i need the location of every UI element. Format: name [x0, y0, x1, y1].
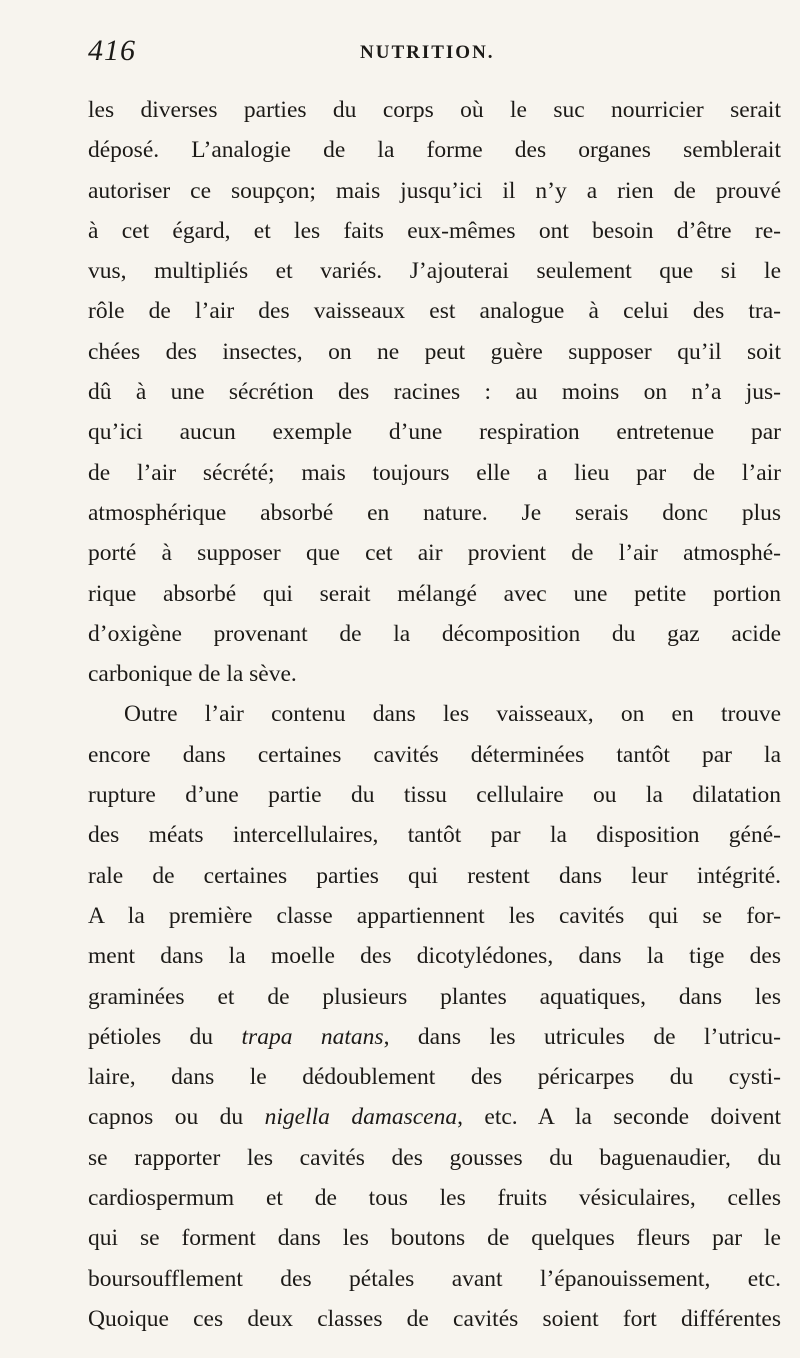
text-line: graminées et de plusieurs plantes aquatiques, dans les — [88, 983, 781, 1010]
text-line: rique absorbé qui serait mélangé avec une petite portion — [88, 580, 781, 607]
text-line: laire, dans le dédoublement des péricarpes du cysti- — [88, 1064, 781, 1091]
italic-species-name: nigella damascena — [264, 1104, 458, 1131]
text-line: qui se forment dans les boutons de quelques fleurs par le — [88, 1225, 781, 1252]
text-line: d’oxigène provenant de la décomposition du gaz acide — [88, 620, 781, 647]
page-number: 416 — [88, 34, 136, 67]
text-line: autoriser ce soupçon; mais jusqu’ici il n’y a rien de prouvé — [88, 177, 781, 204]
text-line: boursoufflement des pétales avant l’épanouissement, etc. — [88, 1265, 781, 1292]
paragraph-last-line: carbonique de la sève. — [88, 661, 297, 688]
paragraph-first-line: Outre l’air contenu dans les vaisseaux, on en trouve — [124, 701, 781, 728]
text-line: à cet égard, et les faits eux-mêmes ont besoin d’être re- — [88, 217, 781, 244]
text-line: se rapporter les cavités des gousses du baguenaudier, du — [88, 1144, 781, 1171]
text-line: déposé. L’analogie de la forme des organes semblerait — [88, 137, 781, 164]
text-line: encore dans certaines cavités déterminées tantôt par la — [88, 741, 781, 768]
page-header — [88, 34, 778, 74]
text-line: vus, multipliés et variés. J’ajouterai seulement que si le — [88, 258, 781, 285]
text-line: atmosphérique absorbé en nature. Je serais donc plus — [88, 499, 781, 526]
text-line: rupture d’une partie du tissu cellulaire ou la dilatation — [88, 782, 781, 809]
text-segment: , dans les utricules de l’utricu- — [383, 1023, 781, 1050]
text-line: rale de certaines parties qui restent dans leur intégrité. — [88, 862, 781, 889]
text-line: rôle de l’air des vaisseaux est analogue à celui des tra- — [88, 298, 781, 325]
text-line: de l’air sécrété; mais toujours elle a lieu par de l’air — [88, 459, 781, 486]
text-line — [88, 1017, 781, 1057]
text-line: ment dans la moelle des dicotylédones, dans la tige des — [88, 943, 781, 970]
text-line: qu’ici aucun exemple d’une respiration entretenue par — [88, 419, 781, 446]
running-title: NUTRITION. — [360, 42, 495, 63]
text-segment: capnos ou du — [88, 1104, 265, 1131]
italic-species-name: trapa natans — [241, 1023, 384, 1050]
text-line: chées des insectes, on ne peut guère supposer qu’il soit — [88, 338, 781, 365]
text-line: les diverses parties du corps où le suc nourricier serait — [88, 97, 781, 123]
text-line: porté à supposer que cet air provient de l’air atmosphé- — [88, 540, 781, 567]
text-line: cardiospermum et de tous les fruits vésiculaires, celles — [88, 1185, 781, 1212]
body-text — [88, 90, 781, 1339]
text-line: A la première classe appartiennent les cavités qui se for- — [88, 902, 781, 929]
text-line: dû à une sécrétion des racines : au moins on n’a jus- — [88, 379, 781, 406]
text-segment: pétioles du — [88, 1023, 242, 1050]
text-line: Quoique ces deux classes de cavités soient fort différentes — [88, 1305, 781, 1332]
text-line: des méats intercellulaires, tantôt par la disposition géné- — [88, 822, 781, 849]
text-segment: , etc. A la seconde doivent — [457, 1104, 781, 1131]
text-line — [88, 1097, 781, 1137]
